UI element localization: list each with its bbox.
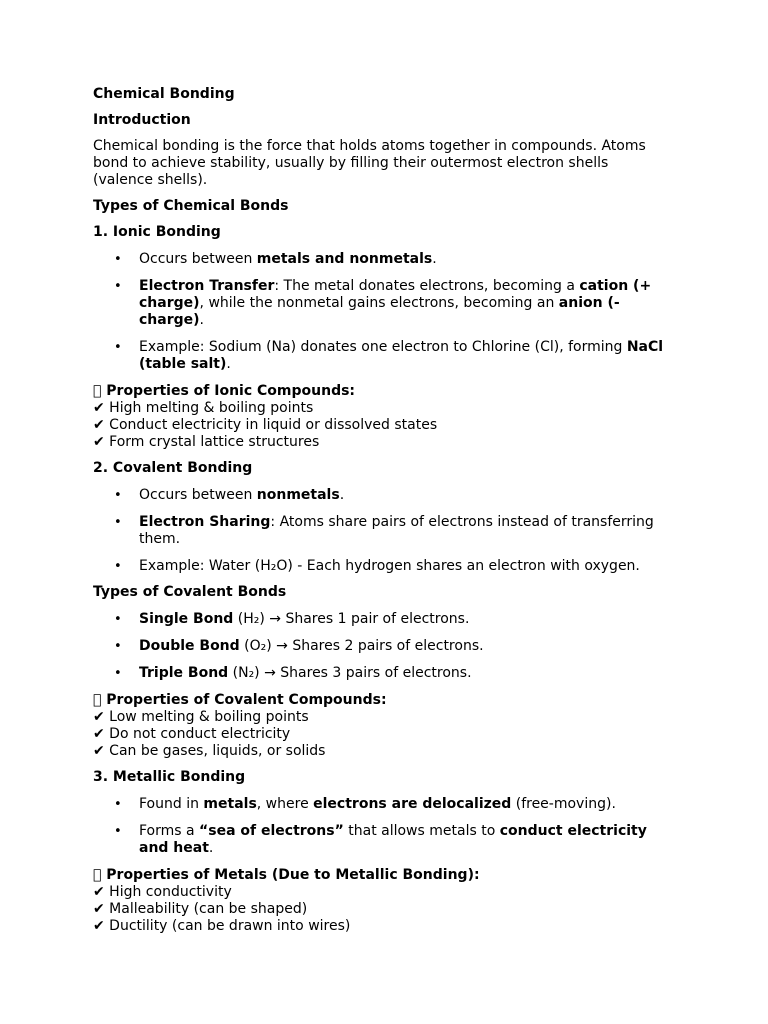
ionic-list <box>93 251 668 373</box>
ionic-heading: 1. Ionic Bonding <box>93 224 221 240</box>
bullet-glyph: • <box>114 666 122 681</box>
list-item: • Found in metals, where electrons are delocalized (free-moving). <box>114 796 616 812</box>
intro-heading: Introduction <box>93 112 191 128</box>
list-item: • Electron Sharing: Atoms share pairs of electrons instead of transferring them. <box>114 514 654 547</box>
covalent-property: ✔ Low melting & boiling points <box>93 709 309 725</box>
list-item: • Single Bond (H₂) → Shares 1 pair of electrons. <box>114 611 470 627</box>
covalent-heading: 2. Covalent Bonding <box>93 460 253 476</box>
covalent-properties-heading: 􏰀 Properties of Covalent Compounds: <box>93 692 387 708</box>
bullet-glyph: • <box>114 559 122 574</box>
intro-paragraph: Chemical bonding is the force that holds atoms together in compounds. Atoms bond to achieve stability, usually by filling their outermost electron shells (valence shells). <box>93 138 646 188</box>
bullet-glyph: • <box>114 639 122 654</box>
bullet-glyph: • <box>114 797 122 812</box>
metallic-heading: 3. Metallic Bonding <box>93 769 246 785</box>
covalent-property: ✔ Can be gases, liquids, or solids <box>93 743 326 759</box>
list-item: • Triple Bond (N₂) → Shares 3 pairs of electrons. <box>114 665 472 681</box>
ionic-properties-heading: 􏰀 Properties of Ionic Compounds: <box>93 383 356 399</box>
bullet-glyph: • <box>114 488 122 503</box>
covalent-types-heading: Types of Covalent Bonds <box>93 584 287 600</box>
list-item: • Example: Water (H₂O) - Each hydrogen shares an electron with oxygen. <box>114 558 640 574</box>
bullet-glyph: • <box>114 824 122 839</box>
list-item: • Occurs between nonmetals. <box>114 487 345 503</box>
types-heading: Types of Chemical Bonds <box>93 198 289 214</box>
list-item: • Forms a “sea of electrons” that allows metals to conduct electricity and heat. <box>114 823 647 856</box>
metallic-property: ✔ Ductility (can be drawn into wires) <box>93 918 351 934</box>
metallic-list <box>93 796 668 857</box>
bullet-glyph: • <box>114 515 122 530</box>
metallic-property: ✔ High conductivity <box>93 884 232 900</box>
metallic-properties-heading: 􏰀 Properties of Metals (Due to Metallic Bonding): <box>93 867 480 883</box>
covalent-types-list <box>93 611 668 682</box>
bullet-glyph: • <box>114 252 122 267</box>
ionic-property: ✔ Conduct electricity in liquid or dissolved states <box>93 417 438 433</box>
bullet-glyph: • <box>114 612 122 627</box>
document-title: Chemical Bonding <box>93 86 235 102</box>
covalent-list <box>93 487 668 575</box>
metallic-property: ✔ Malleability (can be shaped) <box>93 901 308 917</box>
list-item: • Double Bond (O₂) → Shares 2 pairs of electrons. <box>114 638 484 654</box>
ionic-property: ✔ High melting & boiling points <box>93 400 314 416</box>
list-item: • Occurs between metals and nonmetals. <box>114 251 437 267</box>
covalent-property: ✔ Do not conduct electricity <box>93 726 291 742</box>
document-page <box>93 86 668 935</box>
bullet-glyph: • <box>114 340 122 355</box>
ionic-property: ✔ Form crystal lattice structures <box>93 434 320 450</box>
list-item: • Example: Sodium (Na) donates one electron to Chlorine (Cl), forming NaCl (table salt). <box>114 339 664 372</box>
bullet-glyph: • <box>114 279 122 294</box>
list-item: • Electron Transfer: The metal donates electrons, becoming a cation (+ charge), while the nonmetal gains electrons, becoming an anion (- charge). <box>114 278 652 328</box>
